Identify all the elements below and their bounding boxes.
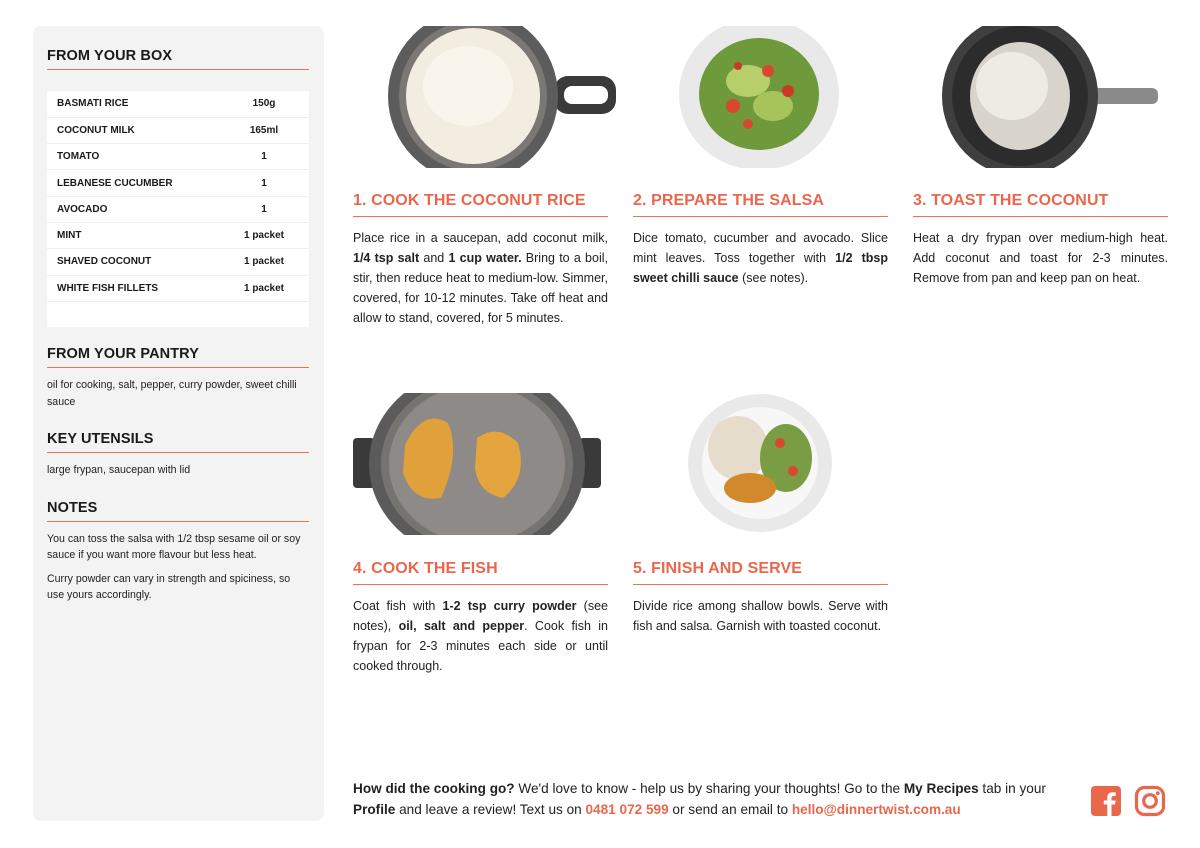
ingredients-sidebar — [33, 26, 324, 821]
utensils-text: large frypan, saucepan with lid — [47, 464, 191, 477]
box-item-qty: 1 packet — [219, 222, 309, 248]
box-item-name: AVOCADO — [47, 196, 219, 222]
box-item-name: TOMATO — [47, 144, 219, 170]
box-item-qty: 1 packet — [219, 275, 309, 301]
box-item-name: SHAVED COCONUT — [47, 249, 219, 275]
box-item-row — [47, 196, 309, 222]
box-item-qty: 1 — [219, 170, 309, 196]
note-2: Curry powder can vary in strength and spiciness, so use yours accordingly. — [47, 572, 291, 602]
footer-text: or send an email to — [668, 802, 792, 817]
bold-ingredient: 1/4 tsp salt — [353, 251, 420, 265]
box-item-row — [47, 275, 309, 301]
step-3-text — [913, 228, 1168, 288]
step-4-text — [353, 596, 608, 676]
box-item-name: LEBANESE CUCUMBER — [47, 170, 219, 196]
contact-link[interactable]: 0481 072 599 — [585, 802, 669, 817]
step-2-title: 2. PREPARE THE SALSA — [633, 192, 888, 217]
instruction-text: Bring to a boil, stir, then reduce heat to medium-low. Simmer, covered, for 10-12 minutes. Take off heat and allow to stand, covered, for 5 minutes. — [353, 251, 608, 325]
note-1: You can toss the salsa with 1/2 tbsp sesame oil or soy sauce if you want more flavour but less heat. — [47, 532, 301, 562]
spacer-cell — [47, 301, 219, 327]
box-item-name: BASMATI RICE — [47, 91, 219, 117]
finished-dish-photo — [688, 393, 832, 535]
facebook-icon[interactable] — [1090, 785, 1122, 817]
box-item-row — [47, 249, 309, 275]
bold-ingredient: 1 cup water. — [448, 251, 522, 265]
notes-heading: NOTES — [47, 500, 309, 522]
contact-link[interactable]: hello@dinnertwist.com.au — [791, 802, 961, 817]
instruction-text: Divide rice among shallow bowls. Serve with fish and salsa. Garnish with toasted coconut. — [633, 599, 888, 633]
footer-text: tab in your — [978, 781, 1046, 796]
box-ingredients-table — [47, 91, 309, 327]
bold-ingredient: 1-2 tsp curry powder — [442, 599, 577, 613]
box-item-qty: 1 — [219, 144, 309, 170]
pantry-text: oil for cooking, salt, pepper, curry powder, sweet chilli sauce — [47, 379, 297, 408]
bold-ingredient: 1/2 tbsp sweet chilli sauce — [633, 251, 888, 285]
toasted-coconut-pan-photo — [942, 26, 1158, 168]
salsa-bowl-photo — [678, 26, 840, 168]
instruction-text: Coat fish with — [353, 599, 443, 613]
bold-ingredient: oil, salt and pepper — [398, 619, 525, 633]
box-item-qty: 150g — [219, 91, 309, 117]
instruction-text: Place rice in a saucepan, add coconut milk, — [353, 231, 608, 245]
box-item-name: COCONUT MILK — [47, 117, 219, 143]
box-item-qty: 165ml — [219, 117, 309, 143]
instagram-icon[interactable] — [1134, 785, 1166, 817]
spacer-cell — [219, 301, 309, 327]
instruction-text: Heat a dry frypan over medium-high heat. Add coconut and toast for 2-3 minutes. Remove from pan and keep pan on heat. — [913, 231, 1168, 285]
step-3-title: 3. TOAST THE COCONUT — [913, 192, 1168, 217]
instruction-text: and — [419, 251, 449, 265]
step-5 — [633, 560, 888, 636]
step-1-title: 1. COOK THE COCONUT RICE — [353, 192, 608, 217]
step-3 — [913, 192, 1168, 288]
box-item-qty: 1 — [219, 196, 309, 222]
box-item-row — [47, 222, 309, 248]
from-box-heading: FROM YOUR BOX — [47, 48, 309, 70]
box-item-row — [47, 91, 309, 117]
step-5-title: 5. FINISH AND SERVE — [633, 560, 888, 585]
footer-text: How did the cooking go? — [353, 781, 515, 796]
footer-text: We'd love to know - help us by sharing your thoughts! Go to the — [514, 781, 904, 796]
review-prompt-footer — [353, 778, 1073, 820]
step-4-title: 4. COOK THE FISH — [353, 560, 608, 585]
footer-text: and leave a review! Text us on — [395, 802, 586, 817]
step-1 — [353, 192, 608, 328]
instruction-text: (see notes). — [738, 271, 809, 285]
box-item-row — [47, 117, 309, 143]
step-1-text — [353, 228, 608, 328]
step-4 — [353, 560, 608, 676]
footer-text: Profile — [353, 802, 396, 817]
table-spacer-row — [47, 301, 309, 327]
instruction-text: Dice tomato, cucumber and avocado. Slice mint leaves. Toss together with — [633, 231, 888, 265]
box-item-row — [47, 144, 309, 170]
step-2-text — [633, 228, 888, 288]
box-item-name: MINT — [47, 222, 219, 248]
instruction-text: (see notes), — [353, 599, 608, 633]
footer-text: My Recipes — [903, 781, 979, 796]
box-item-qty: 1 packet — [219, 249, 309, 275]
fish-frypan-photo — [353, 393, 601, 535]
instruction-text: . Cook fish in frypan for 2-3 minutes each side or until cooked through. — [353, 619, 608, 673]
box-item-name: WHITE FISH FILLETS — [47, 275, 219, 301]
utensils-heading: KEY UTENSILS — [47, 431, 309, 453]
coconut-rice-pot-photo — [388, 26, 616, 168]
step-5-text — [633, 596, 888, 636]
pantry-heading: FROM YOUR PANTRY — [47, 346, 309, 368]
step-2 — [633, 192, 888, 288]
box-item-row — [47, 170, 309, 196]
